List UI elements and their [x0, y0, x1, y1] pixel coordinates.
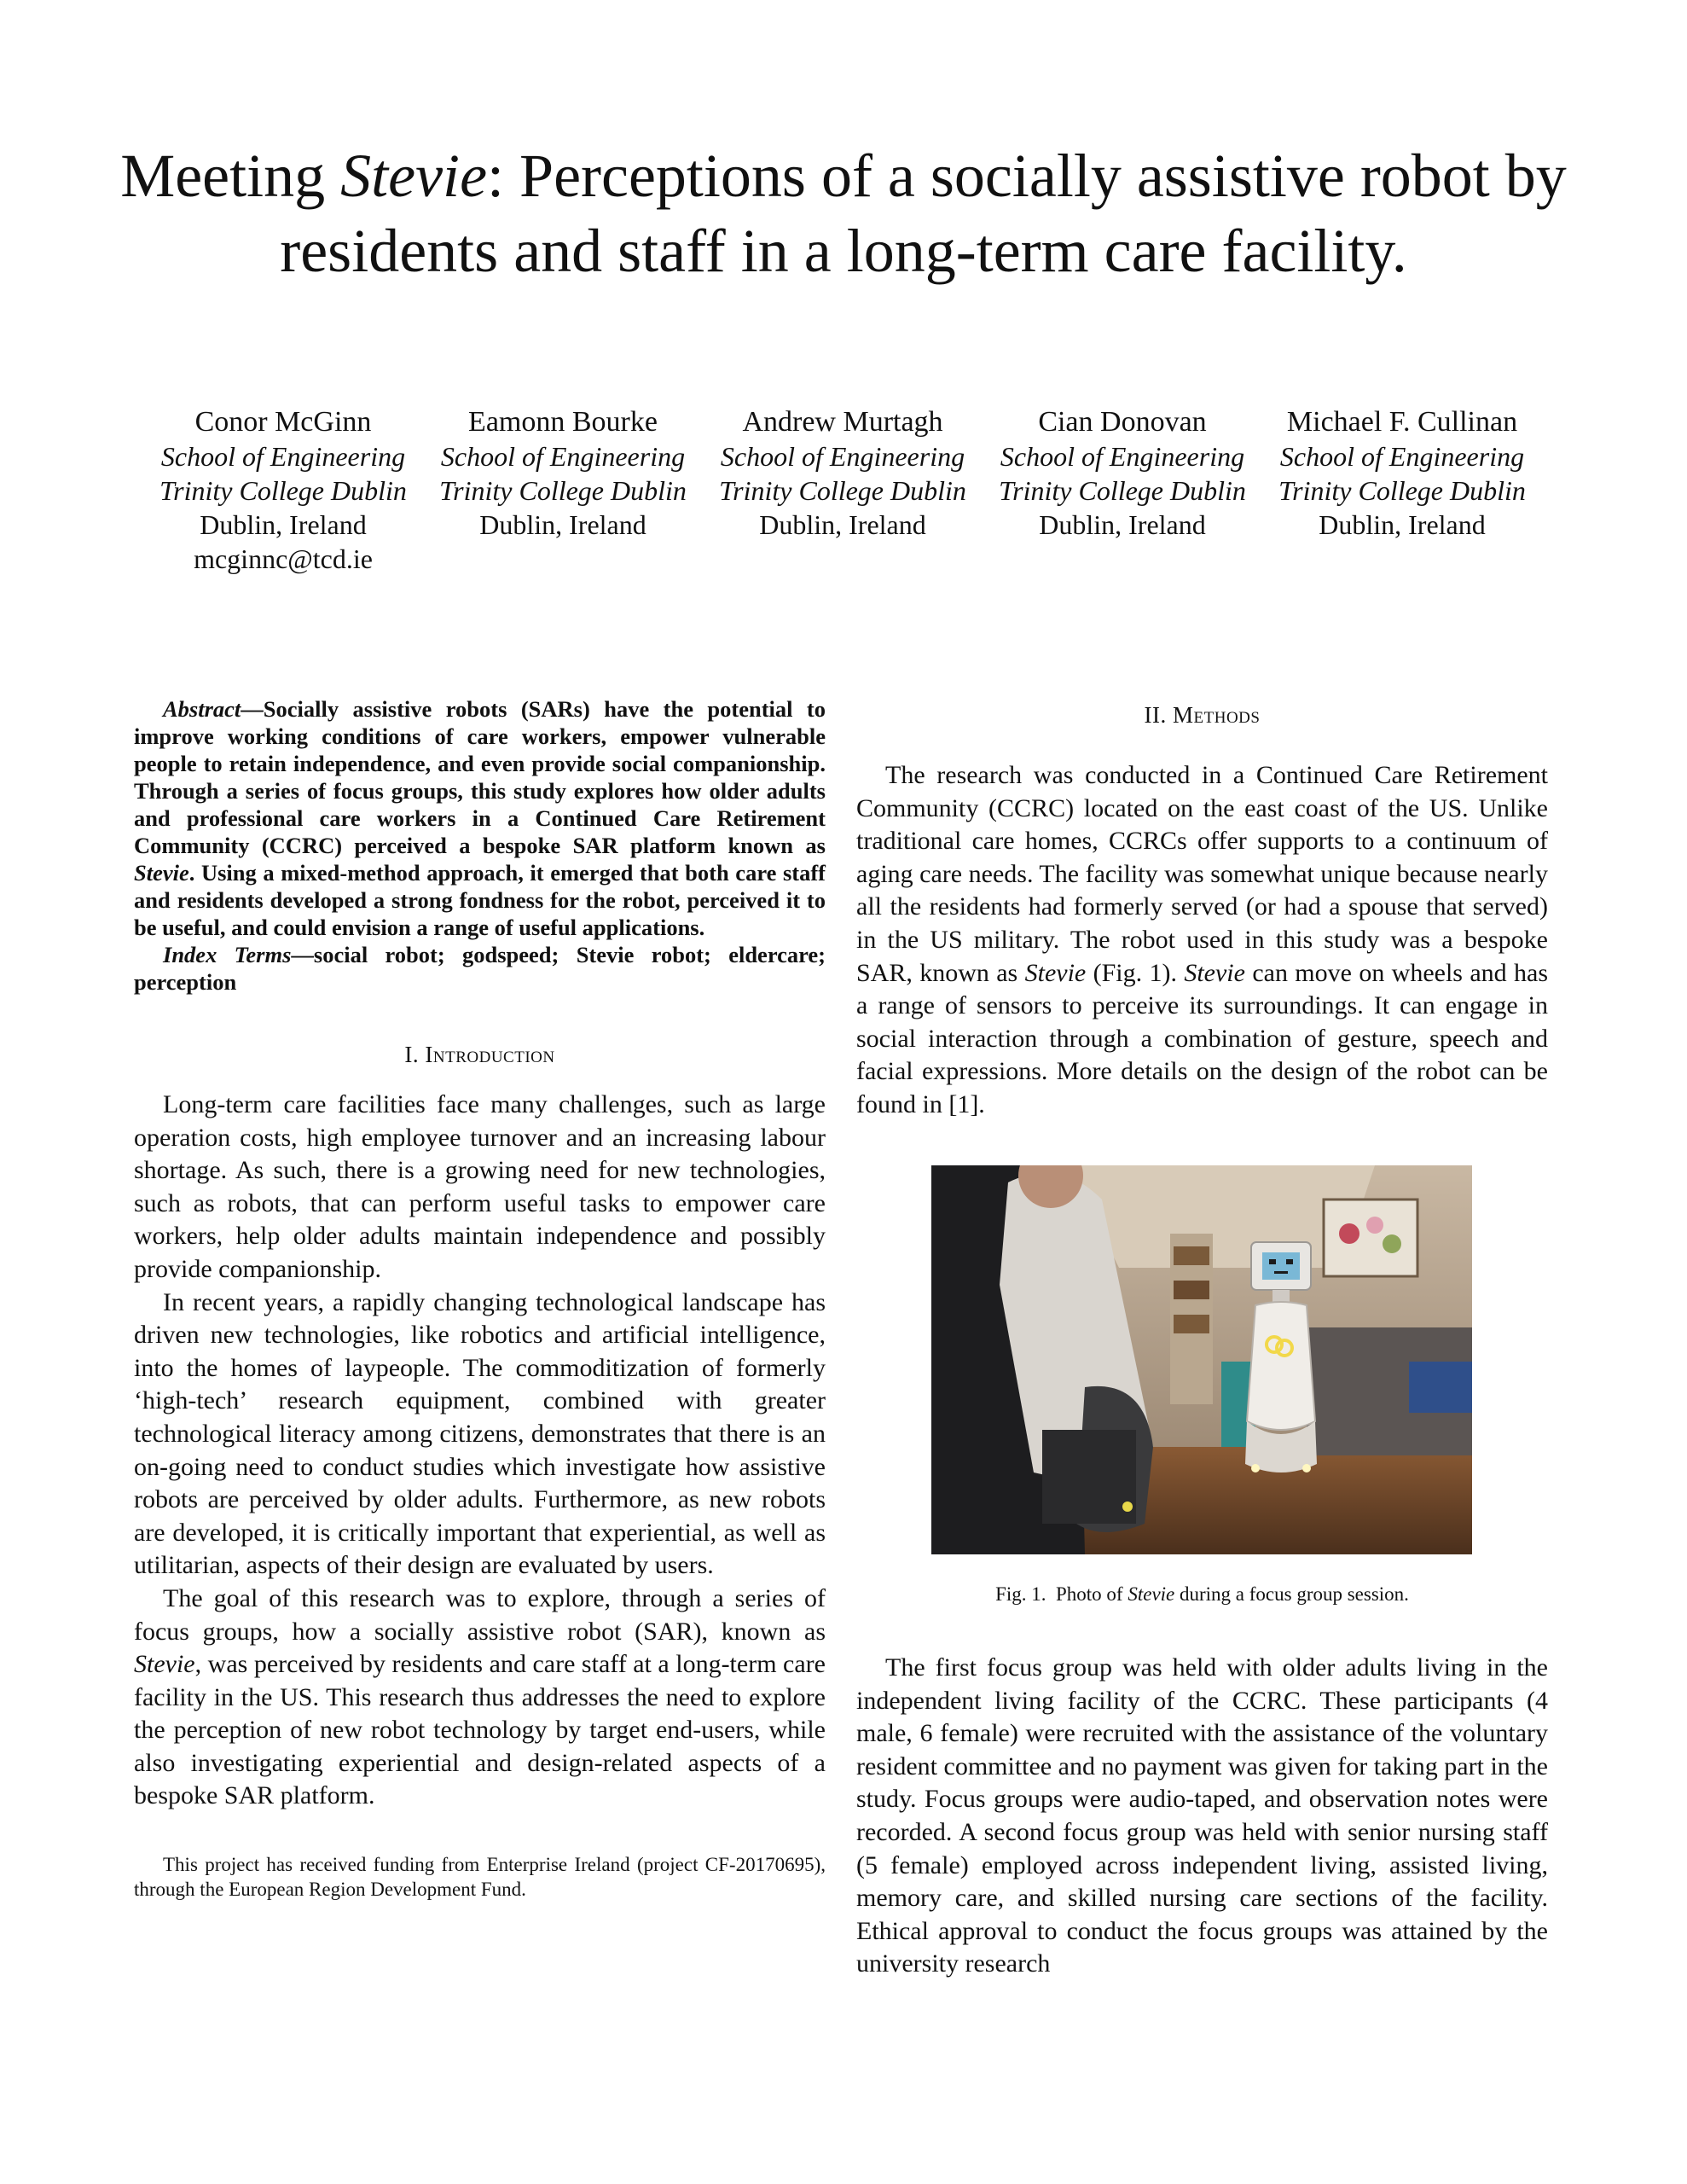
figure-caption: Fig. 1. Photo of Stevie during a focus group session.	[995, 1583, 1409, 1605]
methods-paragraph-2: The first focus group was held with older adults living in the independent living facility of the CCRC. These participants (4 male, 6 female) were recruited with the assistance of the voluntary resident committee and no payment was given for taking part in the study. Focus groups were audio-taped, and observation notes were recorded. A second focus group was held with senior nursing staff (5 female) employed across independent living, assisted living, memory care, and skilled nursing care sections of the facility. Ethical approval to conduct the focus groups was attained by the university research	[856, 1653, 1548, 1978]
left-column	[134, 695, 826, 1902]
figure-stevie-photo	[931, 1165, 1472, 1554]
author-4: Cian Donovan School of Engineering Trinity College Dublin Dublin, Ireland	[999, 406, 1246, 540]
photo-illustration	[931, 1165, 1472, 1554]
intro-paragraph-2: In recent years, a rapidly changing technological landscape has driven new technologies, like robotics and artificial intelligence, into the homes of laypeople. The commoditization of formerly ‘high-tech’ research equipment, combined with greater technological literacy among citizens, demonstrates that there is an on-going need to conduct studies which investigate how assistive robots are perceived by older adults. Furthermore, as new robots are developed, it is critically important that experiential, as well as utilitarian, aspects of their design are evaluated by users.	[134, 1287, 826, 1580]
methods-heading: II. Methods	[1144, 702, 1261, 728]
author-3: Andrew Murtagh School of Engineering Trinity College Dublin Dublin, Ireland	[719, 406, 966, 540]
author-1: Conor McGinn School of Engineering Trinity College Dublin Dublin, Ireland mcginnc@tcd.ie	[143, 405, 423, 576]
author-2: Eamonn Bourke School of Engineering Trinity College Dublin Dublin, Ireland	[439, 406, 687, 540]
right-column-lower	[856, 1652, 1548, 1981]
intro-heading: I. Introduction	[404, 1042, 555, 1067]
abstract: Abstract—Socially assistive robots (SARs) have the potential to improve working conditions of care workers, empower vulnerable people to retain independence, and even provide social companionship. Through a series of focus groups, this study explores how older adults and professional care workers in a Continued Care Retirement Community (CCRC) perceived a bespoke SAR platform known as Stevie. Using a mixed-method approach, it emerged that both care staff and residents developed a strong fondness for the robot, perceived it to be useful, and could envision a range of useful applications.	[134, 696, 826, 940]
intro-paragraph-3: The goal of this research was to explore, through a series of focus groups, how a socially assistive robot (SAR), known as Stevie, was perceived by residents and care staff at a long-term care facility in the US. This research thus addresses the need to explore the perception of new robot technology by target end-users, while also investigating experiential and design-related aspects of a bespoke SAR platform.	[134, 1583, 826, 1810]
author-block	[143, 405, 1542, 576]
right-column	[856, 695, 1548, 1122]
methods-paragraph-1: The research was conducted in a Continued Care Retirement Community (CCRC) located on the east coast of the US. Unlike traditional care homes, CCRCs offer supports to a continuum of aging care needs. The facility was somewhat unique because nearly all the residents had formerly served (or had a spouse that served) in the US military. The robot used in this study was a bespoke SAR, known as Stevie (Fig. 1). Stevie can move on wheels and has a range of sensors to perceive its surroundings. It can engage in social interaction through a combination of gesture, speech and facial expressions. More details on the design of the robot can be found in [1].	[856, 761, 1549, 1118]
intro-paragraph-1: Long-term care facilities face many challenges, such as large operation costs, high employee turnover and an increasing labour shortage. As such, there is a growing need for new technologies, such as robots, that can perform useful tasks to empower care workers, help older adults maintain independence and possibly provide companionship.	[134, 1090, 826, 1283]
index-terms: Index Terms—social robot; godspeed; Stevie robot; eldercare; perception	[134, 942, 826, 995]
funding-footnote: This project has received funding from Enterprise Ireland (project CF-20170695), through the European Region Development Fund.	[134, 1854, 826, 1901]
author-email: mcginnc@tcd.ie	[194, 543, 373, 574]
author-5: Michael F. Cullinan School of Engineering Trinity College Dublin Dublin, Ireland	[1278, 406, 1526, 540]
paper-title: Meeting Stevie: Perceptions of a socially assistive robot by residents and staff in a long-term care facility.	[120, 142, 1567, 285]
